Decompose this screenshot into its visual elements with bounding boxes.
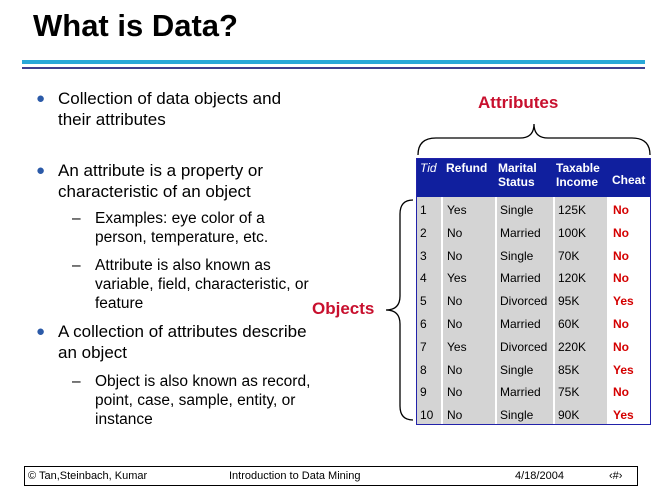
bullet-text: A collection of attributes describe an object (58, 322, 307, 362)
objects-label: Objects (312, 299, 375, 318)
cell-cheat: Yes (613, 294, 634, 309)
dash-icon: – (72, 210, 81, 227)
cell-refund: No (447, 385, 463, 400)
cell-refund: No (447, 362, 463, 377)
data-table (416, 158, 651, 425)
cell-tid: 5 (420, 294, 427, 309)
cell-marital-status: Single (500, 408, 534, 423)
dash-icon: – (72, 257, 81, 274)
sub-bullet-text: Object is also known as record, point, case, sample, entity, or instance (95, 373, 311, 428)
cell-taxable-income: 95K (558, 294, 580, 309)
cell-marital-status: Married (500, 385, 541, 400)
cell-taxable-income: 120K (558, 271, 587, 286)
cell-tid: 1 (420, 203, 427, 217)
cell-cheat: No (613, 225, 629, 240)
cell-tid: 3 (420, 248, 427, 263)
cell-cheat: No (613, 271, 629, 286)
cell-cheat: No (613, 385, 629, 400)
cell-marital-status: Single (500, 203, 534, 217)
footer-title: Introduction to Data Mining (229, 470, 361, 482)
header-tid: Tid (420, 161, 437, 175)
header-taxable-income: Taxable Income (556, 161, 600, 189)
cell-refund: No (447, 248, 463, 263)
cell-refund: Yes (447, 339, 467, 354)
bullet-text: An attribute is a property or characteristic of an object (58, 161, 264, 201)
cell-tid: 2 (420, 225, 427, 240)
cell-cheat: No (613, 203, 629, 217)
footer-page-number: ‹#› (609, 470, 623, 482)
horizontal-brace-icon (418, 124, 650, 155)
cell-refund: Yes (447, 203, 467, 217)
header-marital-status: Marital Status (498, 161, 537, 189)
cell-marital-status: Married (500, 225, 541, 240)
cell-marital-status: Divorced (500, 339, 548, 354)
cell-cheat: Yes (613, 408, 634, 423)
header-refund: Refund (446, 161, 488, 175)
bullet-dot-icon: ● (36, 323, 46, 340)
cell-taxable-income: 125K (558, 203, 587, 217)
cell-taxable-income: 75K (558, 385, 580, 400)
cell-taxable-income: 90K (558, 408, 580, 423)
cell-marital-status: Divorced (500, 294, 548, 309)
cell-marital-status: Married (500, 317, 541, 331)
slide-title: What is Data? (33, 8, 238, 43)
cell-marital-status: Single (500, 248, 534, 263)
cell-taxable-income: 70K (558, 248, 580, 263)
attributes-label: Attributes (478, 93, 559, 112)
header-cheat: Cheat (612, 173, 646, 187)
footer-date: 4/18/2004 (515, 470, 564, 482)
sub-bullet-text: Attribute is also known as variable, field, characteristic, or feature (95, 257, 309, 312)
cell-cheat: No (613, 317, 629, 331)
cell-marital-status: Single (500, 362, 534, 377)
cell-tid: 6 (420, 317, 427, 331)
cell-cheat: No (613, 339, 629, 354)
cell-taxable-income: 220K (558, 339, 587, 354)
bullet-dot-icon: ● (36, 162, 46, 179)
vertical-brace-icon (386, 200, 413, 420)
table-header (417, 159, 650, 197)
cell-tid: 9 (420, 385, 427, 400)
cell-refund: Yes (447, 271, 467, 286)
cell-refund: No (447, 317, 463, 331)
bullet-dot-icon: ● (36, 90, 46, 107)
cell-marital-status: Married (500, 271, 541, 286)
footer-copyright: © Tan,Steinbach, Kumar (28, 470, 148, 482)
cell-cheat: No (613, 248, 629, 263)
cell-taxable-income: 85K (558, 362, 580, 377)
cell-tid: 10 (420, 408, 434, 423)
sub-bullet-text: Examples: eye color of a person, temperature, etc. (95, 210, 269, 246)
cell-cheat: Yes (613, 362, 634, 377)
cell-tid: 4 (420, 271, 427, 286)
slide-footer (24, 466, 638, 486)
cell-taxable-income: 100K (558, 225, 587, 240)
cell-tid: 7 (420, 339, 427, 354)
cell-tid: 8 (420, 362, 427, 377)
cell-refund: No (447, 225, 463, 240)
cell-taxable-income: 60K (558, 317, 580, 331)
dash-icon: – (72, 373, 81, 390)
cell-refund: No (447, 408, 463, 423)
bullet-text: Collection of data objects and their attributes (58, 89, 282, 129)
cell-refund: No (447, 294, 463, 309)
